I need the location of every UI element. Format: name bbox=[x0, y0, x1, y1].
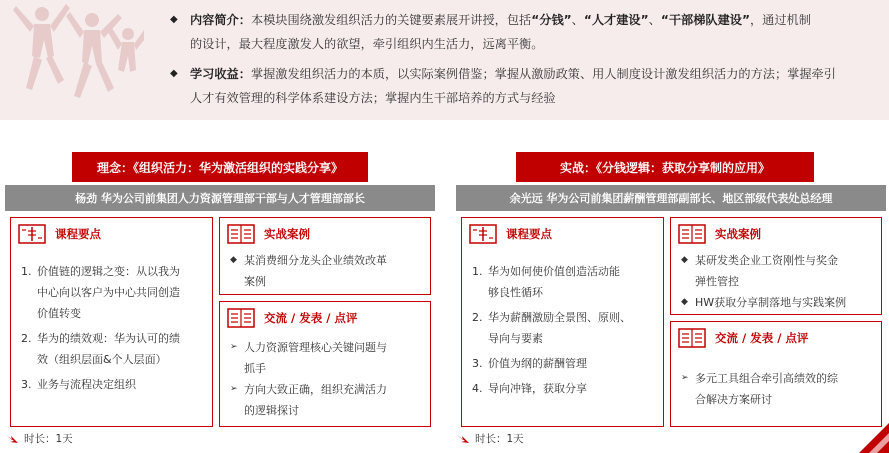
separator: 、 bbox=[571, 13, 584, 27]
item-number: 4. bbox=[472, 382, 483, 395]
content-text-tail: ，通过机制 bbox=[749, 13, 811, 27]
arrow-bullet-icon: ➢ bbox=[681, 373, 689, 383]
item-text: 多元工具组合牵引高绩效的综 合解决方案研讨 bbox=[695, 372, 838, 406]
gain-text-line2: 人才有效管理的科学体系建设方法；掌握内生干部培养的方式与经验 bbox=[190, 91, 556, 105]
course-points-icon bbox=[18, 224, 46, 244]
item-number: 2. bbox=[21, 332, 32, 345]
right-discuss-list bbox=[681, 368, 876, 410]
item-number: 1. bbox=[21, 265, 32, 278]
list-item bbox=[21, 261, 211, 324]
intro-content bbox=[170, 8, 880, 56]
content-text: 本模块围绕激发组织活力的关键要素展开讲授，包括 bbox=[250, 13, 532, 27]
right-duration bbox=[456, 431, 524, 446]
list-item bbox=[21, 374, 211, 395]
gain-text: 掌握激发组织活力的本质，以实际案例借鉴；掌握从激励政策、用人制度设计激发组织活力的方法；掌握牵引 bbox=[250, 67, 836, 81]
list-item bbox=[472, 261, 662, 303]
list-item bbox=[472, 378, 662, 399]
item-number: 3. bbox=[21, 378, 32, 391]
item-number: 3. bbox=[472, 357, 483, 370]
item-text: 导向冲锋，获取分享 bbox=[488, 382, 587, 395]
item-number: 2. bbox=[472, 311, 483, 324]
item-text: HW获取分享制落地与实践案例 bbox=[695, 296, 847, 309]
intro-gain bbox=[170, 62, 880, 110]
left-course-title: 理念：《组织活力：华为激活组织的实践分享》 bbox=[72, 152, 368, 182]
left-discuss-box bbox=[219, 301, 431, 427]
right-points-box bbox=[461, 217, 664, 427]
left-case-title: 实战案例 bbox=[264, 227, 310, 241]
list-item bbox=[681, 292, 876, 313]
list-item bbox=[21, 328, 211, 370]
left-points-list bbox=[21, 261, 211, 395]
content-text-line2: 的设计，最大程度激发人的欲望，牵引组织内生活力，远离平衡。 bbox=[190, 37, 544, 51]
list-item bbox=[681, 250, 876, 292]
arrow-bullet-icon: ➢ bbox=[230, 342, 238, 352]
diamond-bullet-icon: ◆ bbox=[170, 68, 178, 79]
left-case-list bbox=[230, 250, 425, 292]
right-case-box bbox=[670, 217, 882, 315]
diamond-bullet-icon: ◆ bbox=[681, 255, 688, 265]
item-text: 某研发类企业工资刚性与奖金 弹性管控 bbox=[695, 254, 838, 288]
item-text: 价值链的逻辑之变：从以我为 中心向以客户为中心共同创造 价值转变 bbox=[37, 265, 180, 320]
content-label: 内容简介： bbox=[190, 13, 251, 27]
right-discuss-box bbox=[670, 321, 882, 427]
list-item bbox=[681, 368, 876, 410]
red-arrow-icon bbox=[5, 434, 19, 444]
item-text: 华为如何使价值创造活动能 够良性循环 bbox=[488, 265, 620, 299]
red-arrow-icon bbox=[456, 434, 470, 444]
case-book-icon bbox=[227, 224, 255, 244]
left-points-box bbox=[10, 217, 213, 427]
left-points-title: 课程要点 bbox=[55, 227, 101, 241]
discussion-book-icon bbox=[227, 308, 255, 328]
item-text: 人力资源管理核心关键问题与 抓手 bbox=[244, 341, 387, 375]
item-text: 方向大致正确，组织充满活力 的逻辑探讨 bbox=[244, 383, 387, 417]
right-course-card bbox=[456, 152, 886, 431]
left-speaker-bar: 杨劲 华为公司前集团人力资源管理部干部与人才管理部部长 bbox=[5, 185, 435, 211]
right-duration-text: 时长：1天 bbox=[475, 433, 524, 445]
keyword-talent: “人才建设” bbox=[583, 13, 649, 27]
keyword-fenqian: “分钱” bbox=[531, 13, 572, 27]
diamond-bullet-icon: ◆ bbox=[230, 255, 237, 265]
separator: 、 bbox=[648, 13, 661, 27]
list-item bbox=[230, 250, 425, 292]
diamond-bullet-icon: ◆ bbox=[681, 297, 688, 307]
left-discuss-title: 交流 / 发表 / 点评 bbox=[264, 311, 358, 325]
corner-decoration bbox=[829, 413, 889, 453]
right-points-list bbox=[472, 261, 662, 399]
item-text: 某消费细分龙头企业绩效改革 案例 bbox=[244, 254, 387, 288]
diamond-bullet-icon: ◆ bbox=[170, 14, 178, 25]
list-item bbox=[230, 379, 425, 421]
list-item bbox=[472, 353, 662, 374]
item-text: 价值为纲的薪酬管理 bbox=[488, 357, 587, 370]
arrow-bullet-icon: ➢ bbox=[230, 384, 238, 394]
gain-label: 学习收益： bbox=[190, 67, 251, 81]
right-speaker-bar: 余光远 华为公司前集团薪酬管理部副部长、地区部级代表处总经理 bbox=[456, 185, 886, 211]
item-text: 华为的绩效观：华为认可的绩 效（组织层面&个人层面） bbox=[37, 332, 180, 366]
right-course-title: 实战：《分钱逻辑：获取分享制的应用》 bbox=[516, 152, 814, 182]
right-discuss-title: 交流 / 发表 / 点评 bbox=[715, 331, 809, 345]
left-discuss-list bbox=[230, 337, 425, 421]
keyword-cadre: “干部梯队建设” bbox=[660, 13, 750, 27]
right-points-title: 课程要点 bbox=[506, 227, 552, 241]
list-item bbox=[230, 337, 425, 379]
discussion-book-icon bbox=[678, 328, 706, 348]
right-case-list bbox=[681, 250, 876, 313]
item-text: 业务与流程决定组织 bbox=[37, 378, 136, 391]
jumping-people-illustration bbox=[4, 0, 144, 112]
left-duration-text: 时长：1天 bbox=[24, 433, 73, 445]
left-course-card bbox=[5, 152, 435, 431]
left-case-box bbox=[219, 217, 431, 295]
item-number: 1. bbox=[472, 265, 483, 278]
right-case-title: 实战案例 bbox=[715, 227, 761, 241]
item-text: 华为薪酬激励全景图、原则、 导向与要素 bbox=[488, 311, 631, 345]
list-item bbox=[472, 307, 662, 349]
left-duration bbox=[5, 431, 73, 446]
course-points-icon bbox=[469, 224, 497, 244]
case-book-icon bbox=[678, 224, 706, 244]
